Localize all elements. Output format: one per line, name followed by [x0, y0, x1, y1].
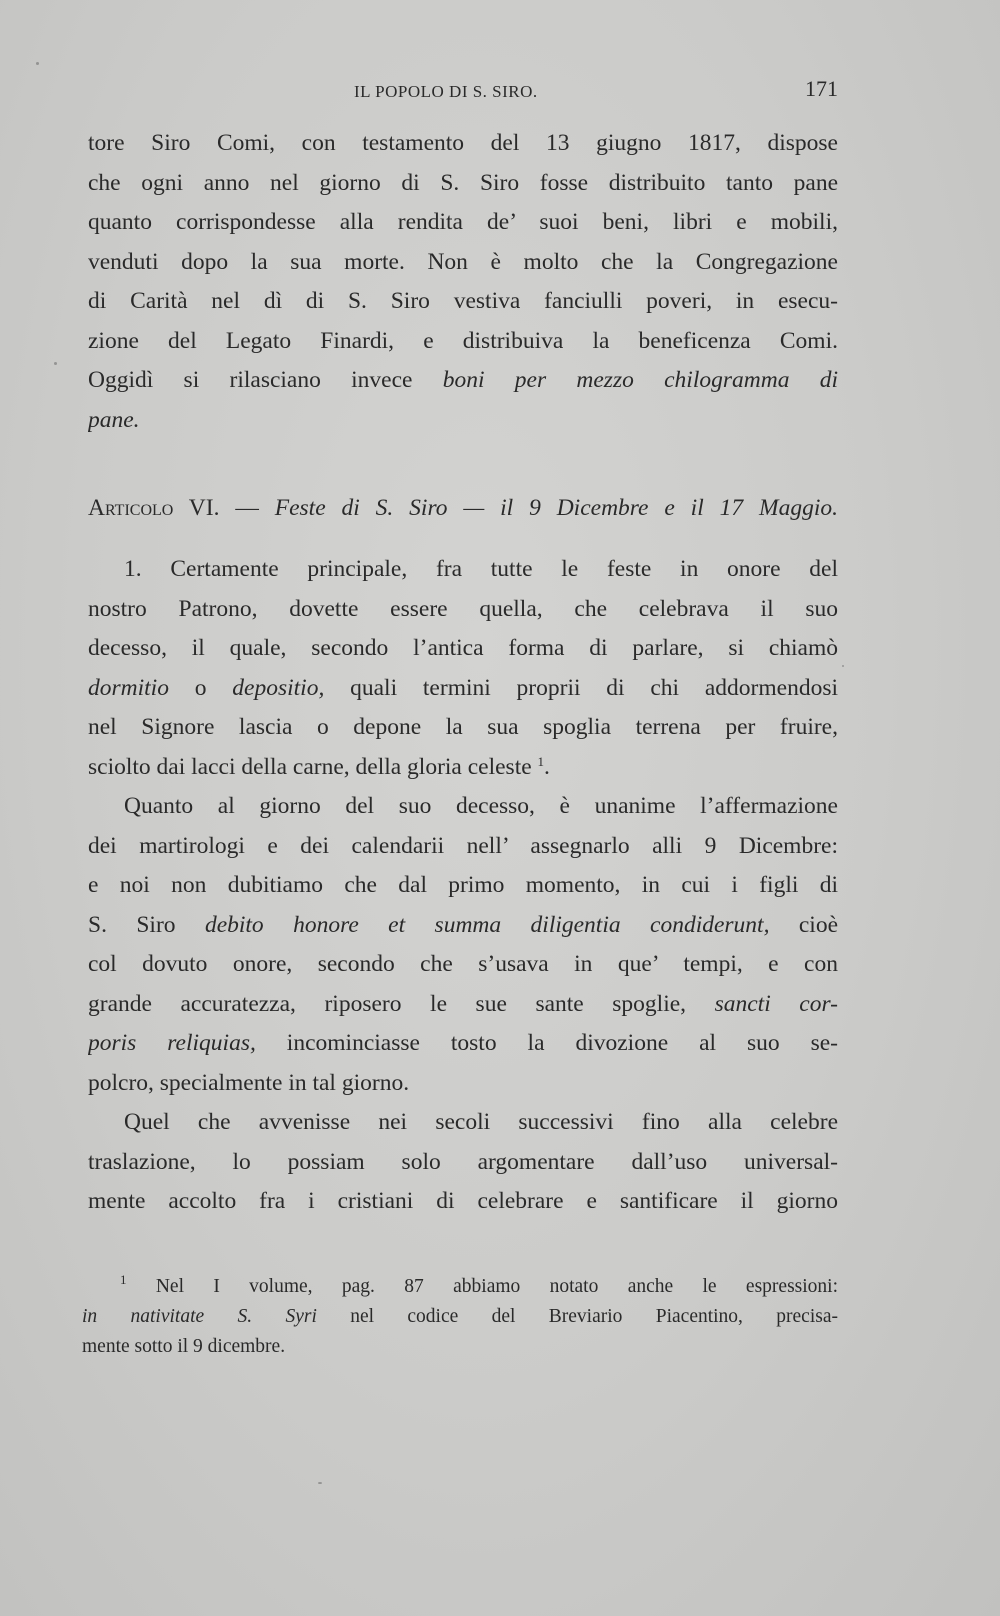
text-line: che ogni anno nel giorno di S. Siro fosse distribuito tanto pane	[88, 169, 838, 196]
text-line: nostro Patrono, dovette essere quella, che celebrava il suo	[88, 595, 838, 622]
paper-speck	[318, 1482, 322, 1484]
text-line: Quel che avvenisse nei secoli successivi fino alla celebre	[124, 1109, 838, 1135]
text-line: e noi non dubitiamo che dal primo momento, in cui i figli di	[88, 872, 838, 898]
paper-speck	[842, 665, 844, 667]
text-line: mente accolto fra i cristiani di celebrare e santificare il giorno	[88, 1188, 838, 1214]
text-run: Nel I volume, pag. 87 abbiamo notato anche le espressioni:	[126, 1276, 838, 1297]
text-run: nel codice del Breviario Piacentino, precisa-	[316, 1306, 838, 1327]
italic-run: poris reliquias,	[88, 1030, 256, 1056]
article-title: Feste di S. Siro — il 9 Dicembre e il 17 Maggio.	[274, 495, 838, 521]
text-line	[88, 985, 838, 1025]
text-run: quali termini proprii di chi addormendosi	[324, 674, 838, 701]
text-line: tore Siro Comi, con testamento del 13 giugno 1817, dispose	[88, 130, 838, 156]
text-line	[88, 1024, 838, 1064]
text-line	[88, 401, 838, 441]
text-run: Oggidì si rilasciano invece	[88, 367, 443, 393]
paragraph-legati	[88, 124, 838, 440]
text-run: o	[168, 674, 233, 701]
text-run: grande accuratezza, riposero le sue sante spoglie,	[88, 990, 715, 1017]
text-line: col dovuto onore, secondo che s’usava in que’ tempi, e con	[88, 951, 838, 977]
page-header	[88, 76, 838, 106]
text-line: nel Signore lascia o depone la sua spoglia terrena per fruire,	[88, 714, 838, 740]
text-line: di Carità nel dì di S. Siro vestiva fanciulli poveri, in esecu-	[88, 288, 838, 314]
italic-run: debito honore et summa diligentia condiderunt,	[204, 911, 770, 938]
italic-run: boni per mezzo chilogramma di	[442, 367, 838, 393]
footnote-reference: 1	[537, 753, 545, 769]
text-line: Quanto al giorno del suo decesso, è unanime l’affermazione	[124, 793, 838, 819]
text-run: incominciasse tosto la divozione al suo se-	[255, 1030, 838, 1056]
text-line: 1. Certamente principale, fra tutte le feste in onore del	[124, 556, 838, 582]
paper-speck	[36, 62, 39, 65]
italic-run: sancti cor-	[714, 990, 838, 1017]
text-line	[88, 669, 838, 709]
text-line: decesso, il quale, secondo l’antica forma di parlare, si chiamò	[88, 635, 838, 661]
footnote-line	[82, 1302, 838, 1332]
italic-run: depositio,	[232, 674, 325, 701]
footnote-marker: 1	[120, 1272, 127, 1287]
text-run: sciolto dai lacci della carne, della gloria celeste	[88, 753, 538, 780]
text-run: cioè	[769, 911, 838, 938]
text-line: quanto corrispondesse alla rendita de’ suoi beni, libri e mobili,	[88, 209, 838, 235]
text-line: dei martirologi e dei calendarii nell’ assegnarlo alli 9 Dicembre:	[88, 832, 838, 859]
paragraph-decesso	[88, 550, 838, 1222]
text-line	[88, 906, 838, 946]
text-line: polcro, specialmente in tal giorno.	[88, 1069, 410, 1096]
text-line	[88, 361, 838, 401]
italic-run: in nativitate S. Syri	[82, 1306, 317, 1327]
running-head: IL POPOLO DI S. SIRO.	[354, 82, 538, 101]
italic-run: pane.	[88, 406, 140, 433]
text-run: .	[544, 753, 550, 780]
italic-run: dormitio	[88, 674, 169, 701]
text-line: traslazione, lo possiam solo argomentare dall’uso universal-	[88, 1148, 838, 1175]
page-number: 171	[805, 76, 838, 101]
article-heading	[88, 488, 838, 528]
text-line: zione del Legato Finardi, e distribuiva la beneficenza Comi.	[88, 327, 838, 354]
text-run: S. Siro	[88, 911, 205, 938]
text-line: venduti dopo la sua morte. Non è molto che la Congregazione	[88, 248, 838, 275]
paper-speck	[54, 362, 57, 365]
heading-dash: —	[219, 495, 275, 521]
footnote	[82, 1272, 838, 1362]
footnote-line	[82, 1272, 838, 1302]
text-line	[88, 748, 838, 788]
footnote-line: mente sotto il 9 dicembre.	[82, 1336, 286, 1357]
article-number: Articolo VI.	[88, 495, 220, 521]
